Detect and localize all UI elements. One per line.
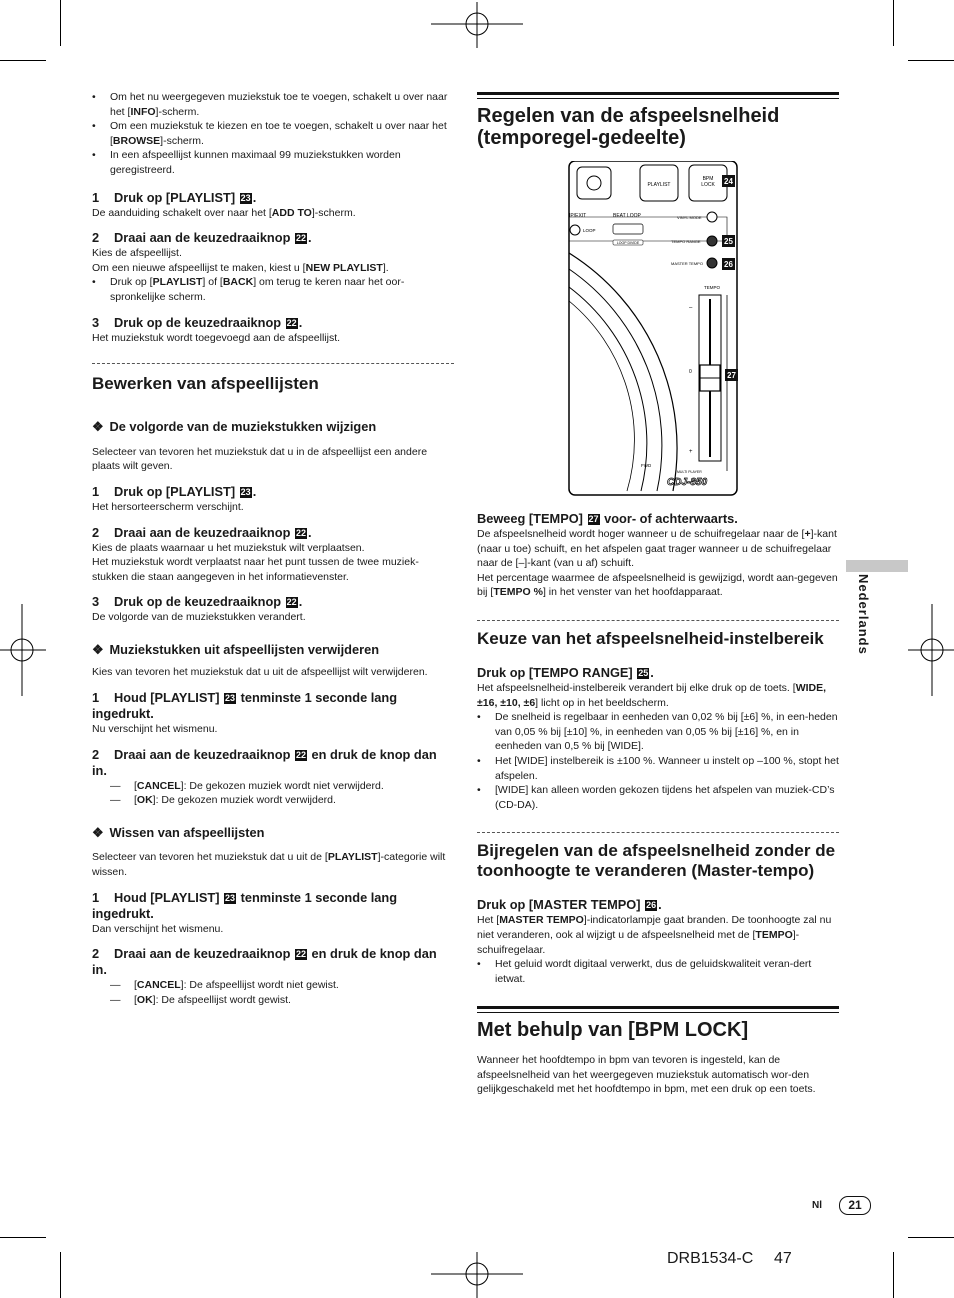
- list-item: • [WIDE] kan alleen worden gekozen tijdens het afspelen van muziek-CD’s (CD-DA).: [477, 783, 839, 812]
- panel-label: +: [689, 449, 693, 455]
- step-body: Het muziekstuk wordt verplaatst naar het punt tussen de twee muziek-stukken die staan aangegeven in het informatievenster.: [92, 556, 419, 583]
- registration-mark-icon: [431, 2, 523, 48]
- subsection-heading: ❖ Muziekstukken uit afspeellijsten verwijderen: [92, 641, 380, 657]
- step-body: Nu verschijnt het wismenu.: [92, 723, 218, 736]
- footer-lang: Nl: [812, 1200, 822, 1211]
- section-heading: Bijregelen van de afspeelsnelheid zonder de toonhoogte te veranderen (Master-tempo): [477, 841, 836, 881]
- step-body: De aanduiding schakelt over naar het [ADD TO]-scherm.: [92, 206, 356, 219]
- ref-badge: 23: [240, 486, 251, 497]
- right-column: [477, 92, 839, 1097]
- section-divider: [477, 620, 839, 621]
- ref-badge: 22: [295, 527, 306, 538]
- subsection-heading: ❖ De volgorde van de muziekstukken wijzigen: [92, 419, 377, 435]
- crop-mark: [893, 0, 894, 46]
- crop-mark: [893, 1252, 894, 1298]
- step-heading: 3 Druk op de keuzedraaiknop 22 .: [92, 594, 303, 610]
- heading-rule: [477, 92, 839, 99]
- panel-label: 0: [689, 369, 692, 375]
- ref-badge: 25: [724, 237, 733, 246]
- step-heading: 2 Draai aan de keuzedraaiknop 22 .: [92, 524, 312, 540]
- panel-label: TEMPO RANGE: [671, 239, 701, 244]
- ref-badge: 23: [225, 693, 236, 704]
- step-body: Het hersorteerscherm verschijnt.: [92, 500, 244, 513]
- step-heading: 2 Draai aan de keuzedraaiknop 22 .: [92, 230, 312, 246]
- section-heading: Regelen van de afspeelsnelheid (temporegel-gedeelte): [477, 105, 780, 149]
- ref-badge: 22: [286, 317, 297, 328]
- step-heading: 2 Draai aan de keuzedraaiknop 22 en druk de knop dan in.: [92, 746, 437, 778]
- diamond-icon: ❖: [92, 824, 104, 840]
- document-code: DRB1534-C: [667, 1250, 754, 1267]
- panel-label: LOCK: [701, 182, 715, 188]
- paragraph: Selecteer van tevoren het muziekstuk dat u uit de [PLAYLIST]-categorie wilt wissen.: [92, 851, 446, 879]
- step-heading: Druk op [TEMPO RANGE] 25 .: [477, 664, 654, 680]
- ref-badge: 22: [295, 949, 306, 960]
- step-body: Het afspeelsnelheid-instelbereik verandert bij elke druk op de toets. [WIDE, ±16, ±10, ±6] licht op in het beeldscherm.: [477, 681, 827, 709]
- list-item: • De snelheid is regelbaar in eenheden van 0,02 % bij [±6] %, in een-heden van 0,05 % bij [±10] %, in eenheden van 0,05 % bij [±16] %, en in eenheden van 0,5 % bij [WIDE].: [477, 710, 839, 754]
- panel-label: IP/EXIT: [569, 213, 587, 219]
- panel-label: VINYL MODE: [677, 215, 702, 220]
- section-heading: Met behulp van [BPM LOCK]: [477, 1019, 749, 1042]
- list-item: — [OK]: De afspeellijst wordt gewist.: [92, 993, 454, 1008]
- panel-label: –: [689, 305, 693, 311]
- ref-badge: 22: [295, 233, 306, 244]
- step-body: Het percentage waarmee de afspeelsnelheid is gewijzigd, wordt aan-gegeven bij [TEMPO %] in het venster van het hoofdapparaat.: [477, 571, 838, 599]
- ref-badge: 22: [286, 597, 297, 608]
- panel-label: BPM: [702, 176, 714, 182]
- registration-mark-icon: [0, 604, 46, 696]
- ref-badge: 25: [638, 667, 649, 678]
- section-divider: [92, 363, 454, 364]
- subsection-heading: ❖ Wissen van afspeellijsten: [92, 824, 265, 840]
- step-body: De afspeelsnelheid wordt hoger wanneer u de schuifregelaar naar de [+]-kant (naar u toe) schuift, en het afspelen gaat trager wanneer u de schuifregelaar naar de [–]-kant (van u af) schuift.: [477, 528, 837, 570]
- step-body: Kies de afspeellijst.: [92, 247, 182, 260]
- list-item: — [OK]: De gekozen muziek wordt verwijderd.: [92, 793, 454, 808]
- ref-badge: 23: [225, 892, 236, 903]
- ref-badge: 26: [724, 260, 733, 269]
- step-heading: 3 Druk op de keuzedraaiknop 22 .: [92, 314, 303, 330]
- paragraph: Selecteer van tevoren het muziekstuk dat u in de afspeellijst een andere plaats wilt geven.: [92, 445, 428, 473]
- crop-mark: [908, 60, 954, 61]
- step-body: Kies de plaats waarnaar u het muziekstuk wilt verplaatsen.: [92, 541, 365, 554]
- ref-badge: 26: [646, 900, 657, 911]
- list-item: • In een afspeellijst kunnen maximaal 99 muziekstukken worden geregistreerd.: [92, 148, 454, 177]
- device-panel-illustration: [477, 161, 839, 501]
- section-divider: [477, 832, 839, 833]
- step-heading: 1 Druk op [PLAYLIST] 23 .: [92, 189, 257, 205]
- ref-badge: 27: [727, 371, 736, 380]
- step-body: Dan verschijnt het wismenu.: [92, 922, 224, 935]
- list-item: • Druk op [PLAYLIST] of [BACK] om terug te keren naar het oor-spronkelijke scherm.: [92, 275, 454, 304]
- ref-badge: 24: [724, 177, 733, 186]
- paragraph: Kies van tevoren het muziekstuk dat u uit de afspeellijst wilt verwijderen.: [92, 666, 428, 679]
- language-label: Nederlands: [856, 574, 871, 655]
- panel-label: LOOP DIVIDE: [616, 241, 640, 245]
- diamond-icon: ❖: [92, 641, 104, 657]
- crop-mark: [0, 1237, 46, 1238]
- crop-mark: [60, 1252, 61, 1298]
- ref-badge: 22: [295, 749, 306, 760]
- step-heading: 1 Druk op [PLAYLIST] 23 .: [92, 483, 257, 499]
- registration-mark-icon: [908, 604, 954, 696]
- crop-mark: [60, 0, 61, 46]
- heading-rule: [477, 1006, 839, 1013]
- language-tab: [846, 560, 908, 572]
- panel-label: PLAYLIST: [647, 182, 671, 188]
- left-column: [92, 90, 454, 1007]
- panel-label: BEAT LOOP: [613, 213, 641, 219]
- step-body: Het [MASTER TEMPO]-indicatorlampje gaat branden. De toonhoogte zal nu niet veranderen, ook al wijzigt u de afspeelsnelheid met de [TEMPO]-schuifregelaar.: [477, 914, 832, 956]
- section-heading: Bewerken van afspeellijsten: [92, 374, 319, 394]
- step-heading: 1 Houd [PLAYLIST] 23 tenminste 1 seconde lang ingedrukt.: [92, 889, 398, 921]
- print-page-number: 47: [774, 1250, 792, 1267]
- paragraph: Wanneer het hoofdtempo in bpm van tevoren is ingesteld, kan de afspeelsnelheid van het weergegeven muziekstuk automatisch wor-den gelijkgeschakeld met het hoofdtempo in bpm, met een druk op een toets.: [477, 1054, 816, 1096]
- ref-badge: 23: [240, 192, 251, 203]
- list-item: • Om een muziekstuk te kiezen en toe te voegen, schakelt u over naar het [BROWSE]-scherm.: [92, 119, 454, 148]
- step-heading: Druk op [MASTER TEMPO] 26 .: [477, 897, 662, 913]
- list-item: — [CANCEL]: De gekozen muziek wordt niet verwijderd.: [92, 779, 454, 794]
- step-heading: 1 Houd [PLAYLIST] 23 tenminste 1 seconde lang ingedrukt.: [92, 690, 398, 722]
- registration-mark-icon: [431, 1252, 523, 1298]
- step-heading: 2 Draai aan de keuzedraaiknop 22 en druk de knop dan in.: [92, 946, 437, 978]
- step-body: Het muziekstuk wordt toegevoegd aan de afspeellijst.: [92, 331, 341, 344]
- section-heading: Keuze van het afspeelsnelheid-instelbereik: [477, 628, 824, 648]
- crop-mark: [0, 60, 46, 61]
- list-item: — [CANCEL]: De afspeellijst wordt niet gewist.: [92, 978, 454, 993]
- step-body: De volgorde van de muziekstukken verandert.: [92, 611, 306, 624]
- step-heading: Beweeg [TEMPO] 27 voor- of achterwaarts.: [477, 511, 738, 526]
- step-body: Om een nieuwe afspeellijst te maken, kiest u [NEW PLAYLIST].: [92, 261, 389, 274]
- panel-model-logo: CDJ-850: [667, 477, 708, 488]
- panel-label: LOOP: [583, 228, 596, 233]
- panel-label: MULTI PLAYER: [677, 470, 702, 474]
- list-item: • Om het nu weergegeven muziekstuk toe te voegen, schakelt u over naar het [INFO]-scherm.: [92, 90, 454, 119]
- panel-label: FWD: [641, 463, 652, 468]
- diamond-icon: ❖: [92, 419, 104, 435]
- panel-label: MASTER TEMPO: [671, 261, 703, 266]
- list-item: • Het geluid wordt digitaal verwerkt, dus de geluidskwaliteit veran-dert ietwat.: [477, 957, 839, 986]
- page-number: 21: [839, 1196, 871, 1215]
- ref-badge: 27: [588, 514, 599, 524]
- panel-label: TEMPO: [703, 285, 721, 290]
- crop-mark: [908, 1237, 954, 1238]
- list-item: • Het [WIDE] instelbereik is ±100 %. Wanneer u instelt op –100 %, stopt het afspelen.: [477, 754, 839, 783]
